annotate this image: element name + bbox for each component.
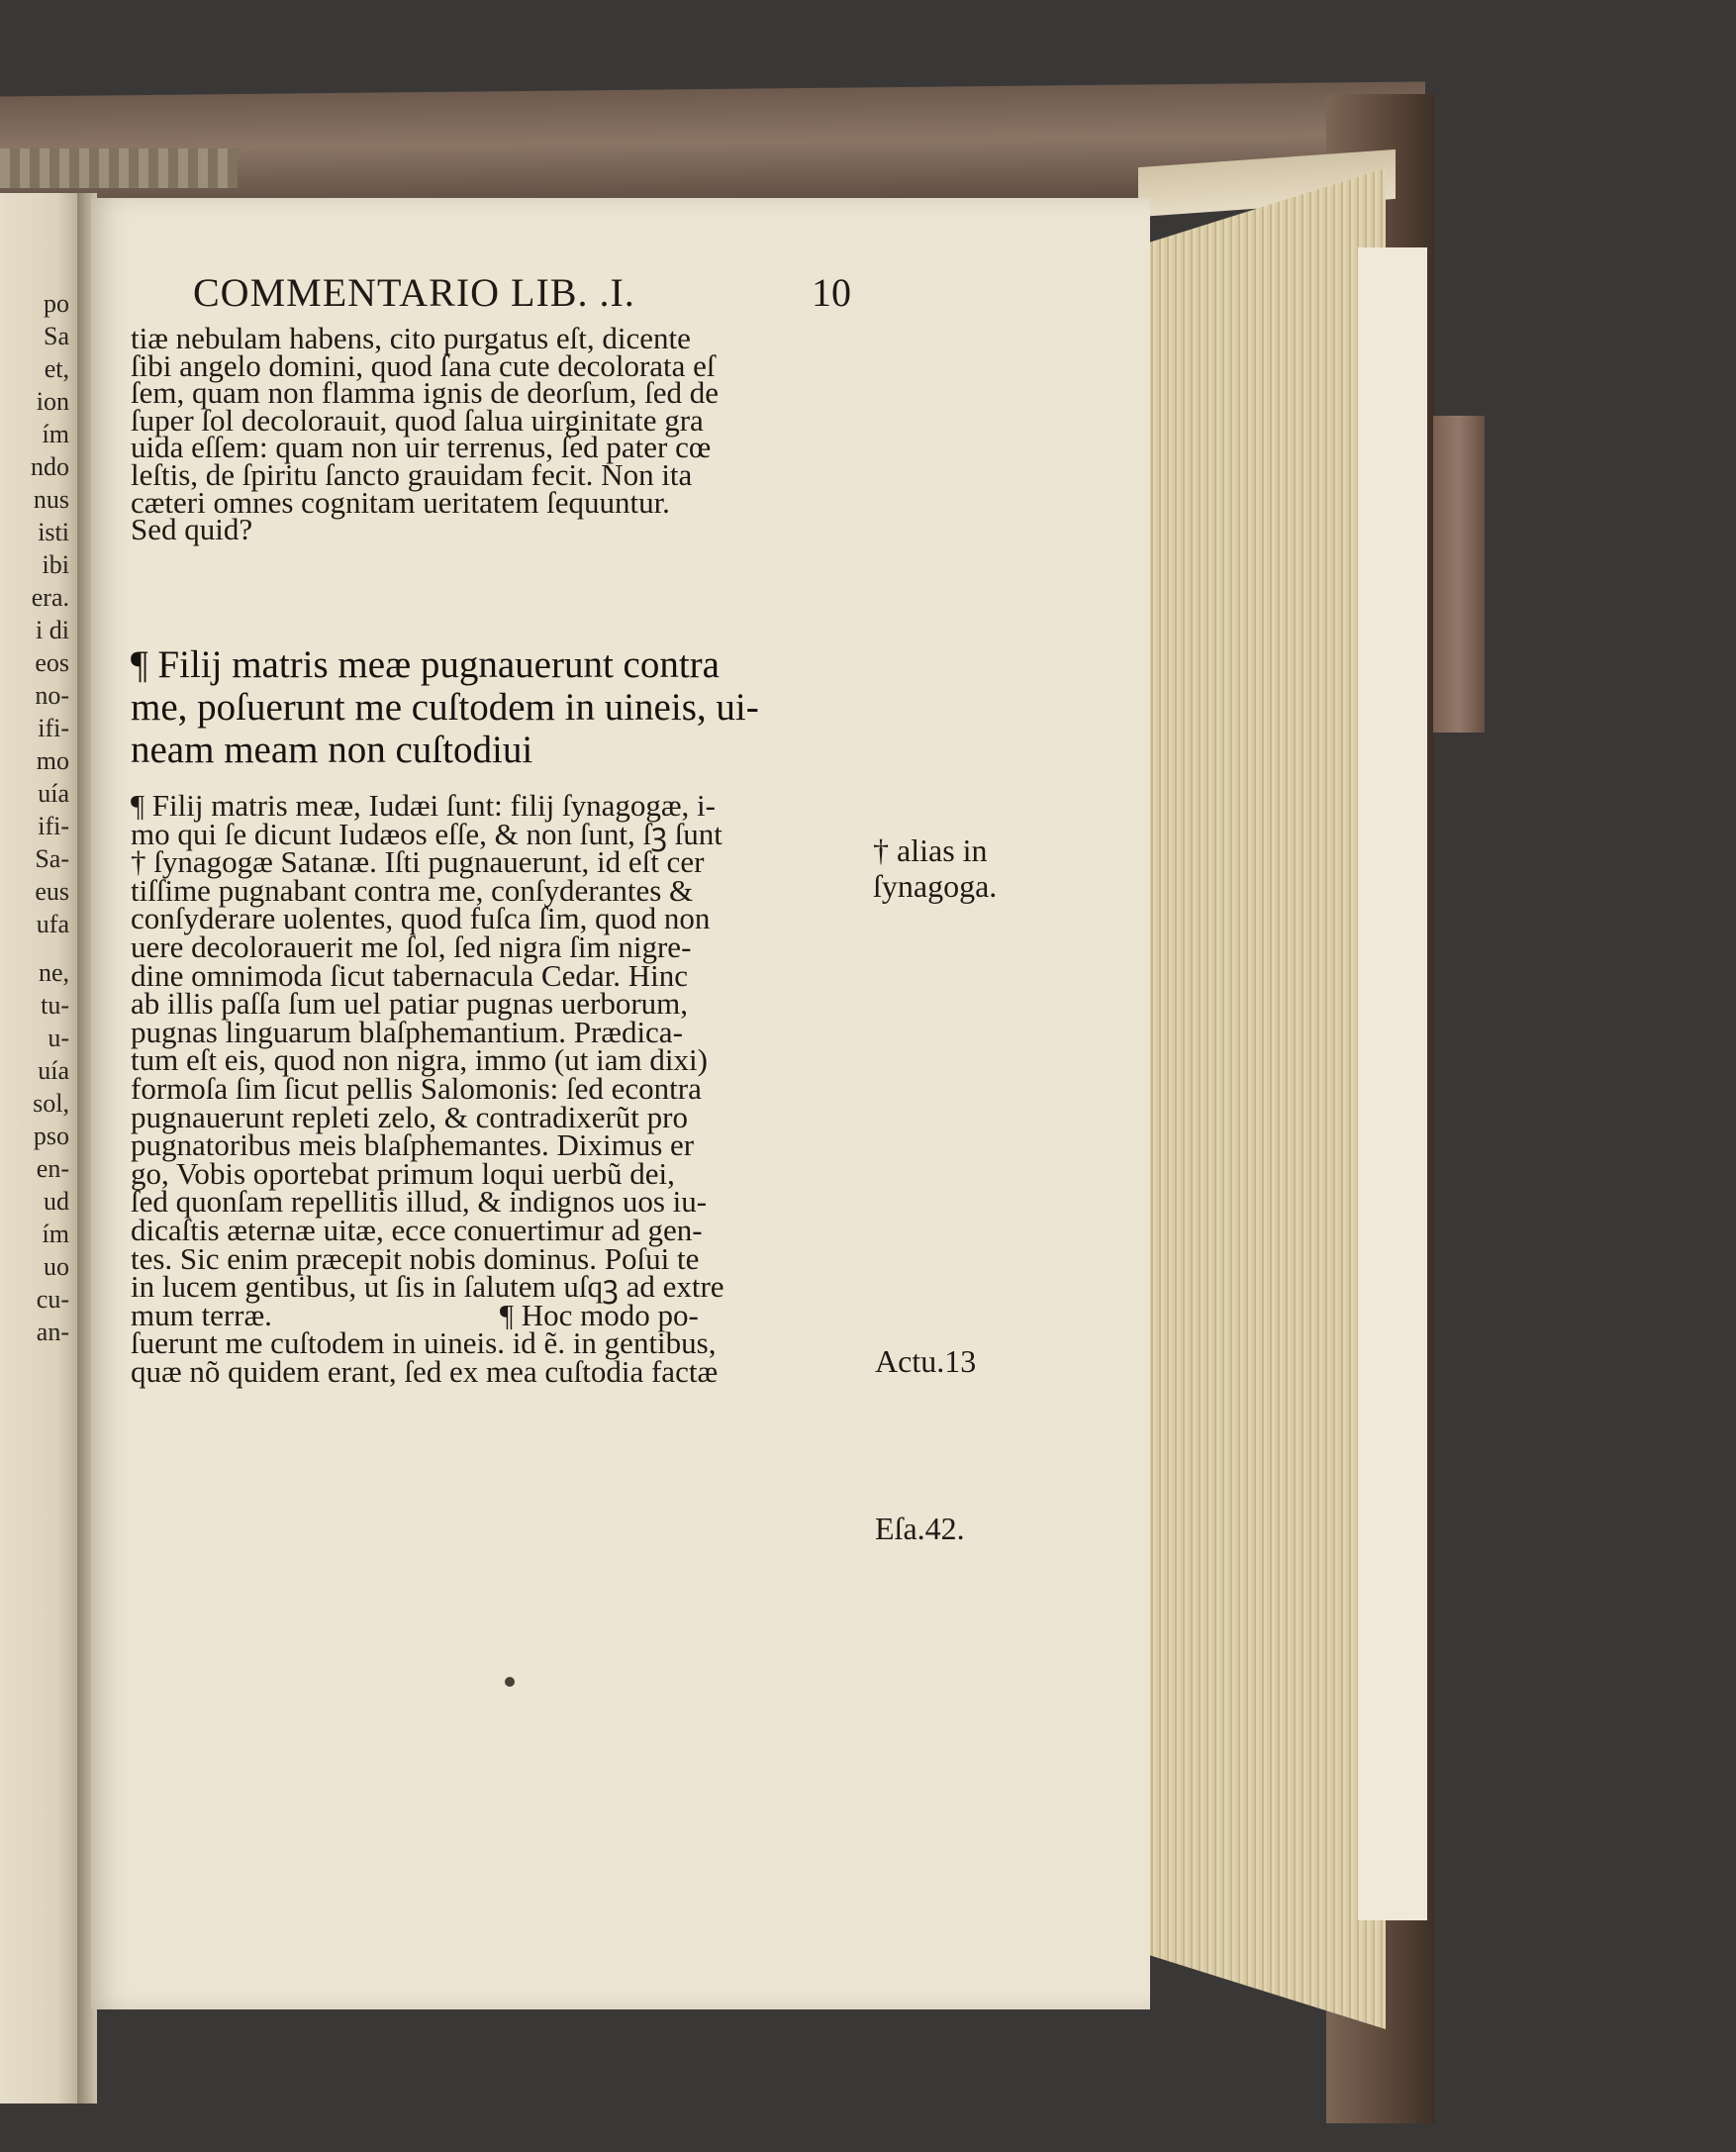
left-fragment: ion (36, 387, 69, 416)
left-page-text-fragments (0, 287, 69, 1348)
endpaper (1358, 247, 1427, 1920)
commentary-line: dine omnimoda ſicut tabernacula Cedar. Hinc (131, 957, 688, 993)
text-line: ſibi angelo domini, quod ſana cute decolorata eſ (131, 347, 716, 383)
left-fragment: ufa (36, 910, 69, 938)
folio-number: 10 (812, 270, 851, 315)
marginal-note-esa: Eſa.42. (875, 1511, 965, 1546)
left-fragment: uía (38, 779, 69, 808)
left-fragment: Sa- (35, 844, 69, 873)
text-line: ſuper ſol decolorauit, quod ſalua uirginitate gra (131, 402, 704, 438)
left-fragment: i di (36, 616, 69, 644)
commentary-line: conſyderare uolentes, quod fuſca ſim, quod non (131, 901, 711, 936)
commentary-line: ab illis paſſa ſum uel patiar pugnas uerborum, (131, 986, 689, 1022)
left-fragment: ím (42, 1220, 69, 1248)
text-line: cæteri omnes cognitam ueritatem ſequuntur. (131, 484, 670, 520)
left-fragment: tu- (41, 991, 69, 1020)
left-fragment: et, (44, 354, 69, 383)
left-fragment: ifi- (38, 812, 69, 840)
text-line: uida eſſem: quam non uir terrenus, ſed pater cœ (131, 430, 712, 465)
left-fragment: mo (36, 746, 69, 775)
commentary-line: † ſynagogæ Satanæ. Iſti pugnauerunt, id eſt cer (131, 844, 705, 880)
fore-edge (1148, 168, 1386, 2029)
commentary-line: ¶ Filij matris meæ, Iudæi ſunt: filij ſynagogæ, i- (131, 788, 716, 823)
commentary-line: pugnauerunt repleti zelo, & contradixerũt pro (131, 1099, 688, 1134)
running-header: COMMENTARIO LIB. .I. (193, 270, 635, 315)
commentary-line: ſuerunt me cuſtodem in uineis. id ẽ. in gentibus, (131, 1325, 717, 1361)
left-fragment: ibi (42, 550, 69, 579)
left-fragment: uo (44, 1252, 69, 1281)
commentary-line: go, Vobis oportebat primum loqui uerbũ dei, (131, 1155, 675, 1191)
marginal-note-actu: Actu.13 (875, 1343, 977, 1379)
commentary-line-start: mum terræ. (131, 1297, 272, 1332)
commentary-line: formoſa ſim ſicut pellis Salomonis: ſed econtra (131, 1070, 702, 1106)
left-fragment: uía (38, 1056, 69, 1085)
left-fragment: ifi- (38, 714, 69, 742)
left-fragment: pso (33, 1122, 69, 1150)
marginal-note-alias: † alias in (873, 832, 988, 868)
leather-tab (1433, 416, 1485, 733)
left-fragment: ud (44, 1187, 69, 1216)
lemma-block (131, 643, 883, 771)
commentary-line: uere decolorauerit me ſol, ſed nigra ſim nigre- (131, 929, 692, 964)
left-fragment: ím (42, 420, 69, 448)
left-fragment: ndo (31, 452, 69, 481)
text-block (131, 321, 863, 547)
left-fragment: en- (36, 1154, 69, 1183)
commentary-line: dicaſtis æternæ uitæ, ecce conuertimur ad gen- (131, 1212, 703, 1247)
left-fragment: eos (35, 648, 69, 677)
commentary-line: pugnas linguarum blaſphemantium. Prædica- (131, 1014, 683, 1049)
left-fragment: no- (35, 681, 69, 710)
left-fragment: eus (35, 877, 69, 906)
left-fragment: ne, (38, 958, 69, 987)
lemma-line: ¶ Filij matris meæ pugnauerunt contra (131, 643, 720, 686)
text-line: leſtis, de ſpiritu ſancto grauidam fecit. Non ita (131, 456, 693, 492)
left-fragment: isti (38, 518, 69, 546)
text-line: ſem, quam non flamma ignis de deorſum, ſed de (131, 375, 720, 411)
left-fragment: Sa (44, 322, 69, 350)
left-fragment: era. (31, 583, 69, 612)
text-line: tiæ nebulam habens, cito purgatus eſt, dicente (131, 321, 691, 355)
lemma-line: me, poſuerunt me cuſtodem in uineis, ui- (131, 686, 759, 729)
commentary-block (131, 788, 863, 1389)
spine-headband (0, 148, 238, 188)
lemma-line: neam meam non cuſtodiui (131, 729, 533, 771)
left-fragment (0, 940, 69, 956)
commentary-line: in lucem gentibus, ut ſis in ſalutem uſqꝫ ad extre (131, 1269, 724, 1305)
paragraph-mark-line-tail: ¶ Hoc modo po- (499, 1297, 699, 1332)
commentary-line: mo qui ſe dicunt Iudæos eſſe, & non ſunt, ſꝫ ſunt (131, 816, 723, 851)
commentary-line: tum eſt eis, quod non nigra, immo (ut iam dixi) (131, 1042, 708, 1078)
commentary-line: ſed quonſam repellitis illud, & indignos uos iu- (131, 1184, 708, 1220)
left-fragment: sol, (33, 1089, 69, 1118)
offset-ghost-marks (1130, 831, 1331, 979)
left-fragment: an- (36, 1318, 69, 1346)
left-fragment: po (44, 289, 69, 318)
commentary-line: pugnatoribus meis blaſphemantes. Diximus er (131, 1127, 695, 1163)
left-fragment: u- (48, 1024, 69, 1052)
commentary-line: tes. Sic enim præcepit nobis dominus. Poſui te (131, 1240, 700, 1276)
marginal-note-synagoga: ſynagoga. (873, 868, 998, 904)
left-fragment: cu- (36, 1285, 69, 1314)
commentary-line: quæ nõ quidem erant, ſed ex mea cuſtodia factæ (131, 1353, 719, 1389)
printer-dot (505, 1677, 515, 1687)
commentary-line: tiſſime pugnabant contra me, conſyderantes & (131, 872, 694, 908)
left-fragment: nus (33, 485, 69, 514)
text-line: Sed quid? (131, 512, 253, 547)
